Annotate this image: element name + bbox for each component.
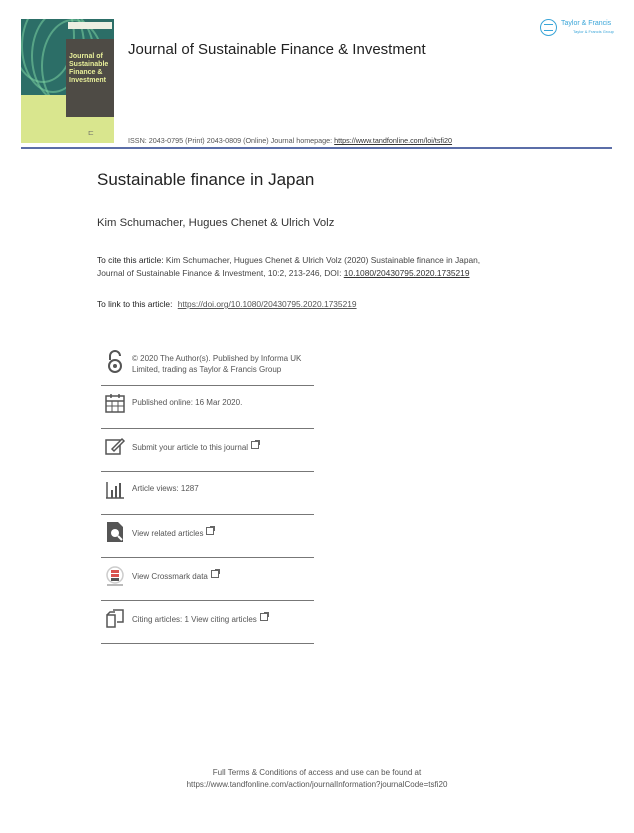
citing-articles-row[interactable] [101, 601, 314, 644]
footer-terms-link[interactable]: https://www.tandfonline.com/action/journalInformation?journalCode=tsfi20 [186, 780, 448, 789]
copyright-row [101, 347, 314, 386]
article-views-row [101, 472, 314, 515]
publisher-mark-icon: ⊏ [88, 130, 94, 137]
cover-title-line: Sustainable [69, 61, 109, 68]
citing-documents-icon [104, 607, 126, 629]
external-link-icon [251, 441, 259, 449]
doi-url-link[interactable]: https://doi.org/10.1080/20430795.2020.1735219 [177, 299, 357, 309]
related-articles-link[interactable]: View related articles [132, 529, 204, 538]
journal-cover-image [21, 19, 114, 143]
article-authors: Kim Schumacher, Hugues Chenet & Ulrich Volz [97, 217, 335, 229]
logo-text: Taylor & Francis [561, 20, 612, 27]
header-divider [21, 147, 612, 149]
journal-homepage-link[interactable]: https://www.tandfonline.com/loi/tsfi20 [334, 136, 453, 145]
cite-label: To cite this article: [97, 255, 166, 265]
published-text: Published online: 16 Mar 2020. [132, 398, 243, 407]
copyright-text: © 2020 The Author(s). Published by Informa UK Limited, trading as Taylor & Francis Group [132, 354, 302, 374]
published-row [101, 386, 314, 429]
link-label: To link to this article: [97, 299, 175, 309]
article-views-text: Article views: 1287 [132, 484, 199, 493]
footer [0, 767, 634, 791]
doi-link[interactable]: 10.1080/20430795.2020.1735219 [343, 267, 470, 278]
citation-text: Kim Schumacher, Hugues Chenet & Ulrich Volz (2020) Sustainable finance in Japan, Journal of Sustainable Finance & Investment, 10:2, 213-246, DOI: [97, 255, 481, 278]
crossmark-link[interactable]: View Crossmark data [132, 572, 208, 581]
cover-title-line: Finance & [69, 69, 103, 76]
logo-subtext: Taylor & Francis Group [573, 29, 614, 34]
external-link-icon [211, 570, 219, 578]
journal-title: Journal of Sustainable Finance & Investment [128, 41, 426, 58]
taylor-francis-logo [540, 17, 615, 39]
issn-line [128, 136, 452, 145]
publisher-logo-icon [540, 19, 557, 36]
crossmark-icon [104, 565, 126, 587]
external-link-icon [260, 613, 268, 621]
related-articles-row[interactable] [101, 515, 314, 558]
crossmark-row[interactable] [101, 558, 314, 601]
link-line [97, 299, 357, 309]
calendar-icon [104, 392, 126, 414]
footer-terms-text: Full Terms & Conditions of access and use can be found at [212, 768, 422, 777]
external-link-icon [206, 527, 214, 535]
bar-chart-icon [104, 478, 126, 500]
citation-block [97, 254, 507, 279]
article-title: Sustainable finance in Japan [97, 170, 315, 189]
edit-icon [104, 435, 126, 457]
cover-title-line: Investment [69, 77, 106, 84]
submit-article-row[interactable] [101, 429, 314, 472]
submit-article-link[interactable]: Submit your article to this journal [132, 443, 249, 452]
cover-title-line: Journal of [69, 53, 103, 60]
citing-articles-link[interactable]: Citing articles: 1 View citing articles [132, 615, 257, 624]
issn-text: ISSN: 2043-0795 (Print) 2043-0809 (Online) Journal homepage: [128, 136, 335, 145]
open-access-icon [104, 350, 126, 372]
search-document-icon [104, 520, 126, 542]
